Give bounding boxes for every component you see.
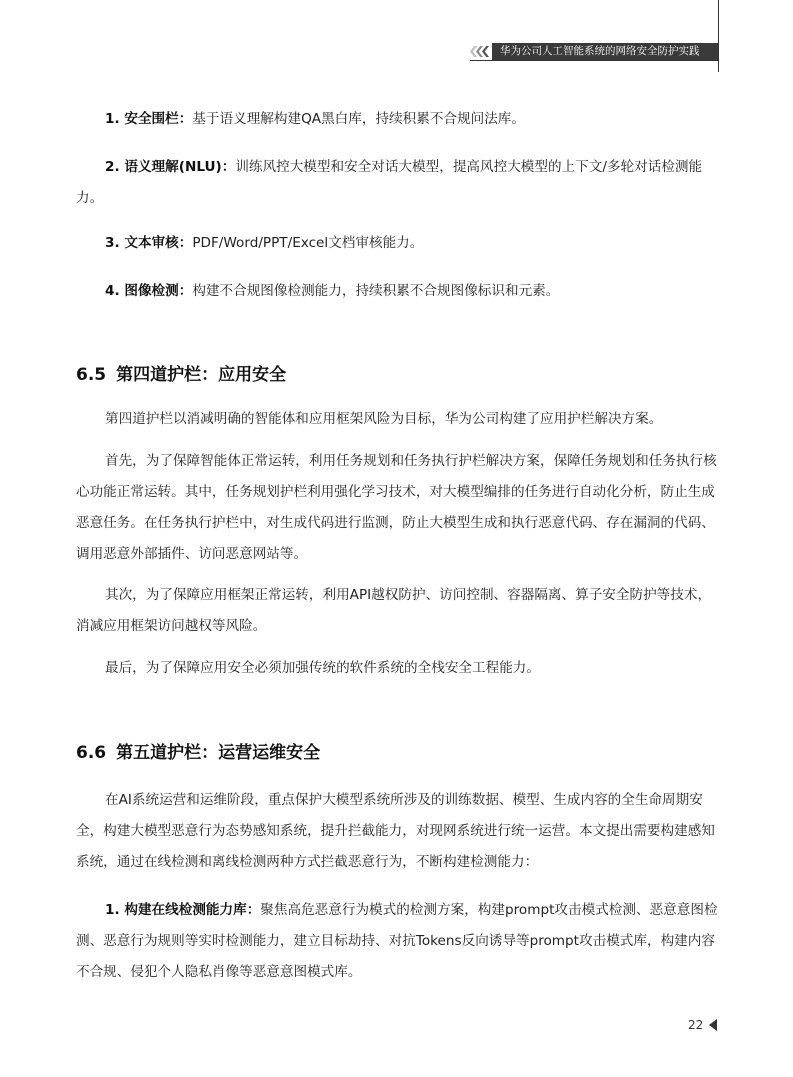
triangle-left-icon xyxy=(709,1019,717,1031)
chevron-left-icon xyxy=(470,46,488,57)
list-item-text: PDF/Word/PPT/Excel文档审核能力。 xyxy=(192,235,424,251)
list-item-text: 构建不合规图像检测能力，持续积累不合规图像标识和元素。 xyxy=(192,283,560,299)
list-item-label: 3. 文本审核： xyxy=(105,235,193,251)
section-heading-6-5 xyxy=(76,360,286,390)
page-number: 22 xyxy=(688,1018,704,1032)
list-item xyxy=(76,895,721,988)
header-vertical-rule xyxy=(718,0,719,72)
section-number: 6.5 xyxy=(76,365,107,385)
list-item-label: 2. 语义理解(NLU)： xyxy=(105,159,236,175)
list-item xyxy=(76,276,721,307)
list-item xyxy=(76,228,721,259)
page-footer xyxy=(688,1018,717,1032)
list-item-text: 训练风控大模型和安全对话大模型，提高风控大模型的上下文/多轮对话检测能力。 xyxy=(76,159,703,206)
list-item-label: 1. 安全围栏： xyxy=(105,111,193,127)
list-item xyxy=(76,152,721,214)
paragraph: 在AI系统运营和运维阶段，重点保护大模型系统所涉及的训练数据、模型、生成内容的全生命周期安全，构建大模型恶意行为态势感知系统，提升拦截能力，对现网系统进行统一运营。本文提出需要构建感知系统，通过在线检测和离线检测两种方式拦截恶意行为，不断构建检测能力： xyxy=(76,792,715,870)
list-item-label: 1. 构建在线检测能力库： xyxy=(105,902,261,918)
paragraph: 第四道护栏以消减明确的智能体和应用框架风险为目标，华为公司构建了应用护栏解决方案。 xyxy=(105,411,663,427)
header-horizontal-rule xyxy=(470,60,719,61)
list-item-text: 聚焦高危恶意行为模式的检测方案，构建prompt攻击模式检测、恶意意图检测、恶意行为规则等实时检测能力，建立目标劫持、对抗Tokens反向诱导等prompt攻击模式库，构建内容不合规、侵犯个人隐私肖像等恶意意图模式库。 xyxy=(76,902,718,980)
list-item xyxy=(76,104,721,135)
section-heading-6-6 xyxy=(76,738,320,768)
paragraph: 首先，为了保障智能体正常运转，利用任务规划和任务执行护栏解决方案，保障任务规划和任务执行核心功能正常运转。其中，任务规划护栏利用强化学习技术，对大模型编排的任务进行自动化分析，防止生成恶意任务。在任务执行护栏中，对生成代码进行监测，防止大模型生成和执行恶意代码、存在漏洞的代码、调用恶意外部插件、访问恶意网站等。 xyxy=(76,453,717,562)
section-number: 6.6 xyxy=(76,743,107,763)
section-title: 第四道护栏：应用安全 xyxy=(116,365,287,385)
running-header-title: 华为公司人工智能系统的网络安全防护实践 xyxy=(492,43,718,60)
paragraph: 最后，为了保障应用安全必须加强传统的软件系统的全栈安全工程能力。 xyxy=(105,660,540,676)
section-title: 第五道护栏：运营运维安全 xyxy=(116,743,321,763)
paragraph: 其次，为了保障应用框架正常运转，利用API越权防护、访问控制、容器隔离、算子安全防护等技术，消减应用框架访问越权等风险。 xyxy=(76,587,712,634)
list-item-label: 4. 图像检测： xyxy=(105,283,193,299)
running-header xyxy=(470,43,718,60)
list-item-text: 基于语义理解构建QA黑白库，持续积累不合规问法库。 xyxy=(192,111,525,127)
